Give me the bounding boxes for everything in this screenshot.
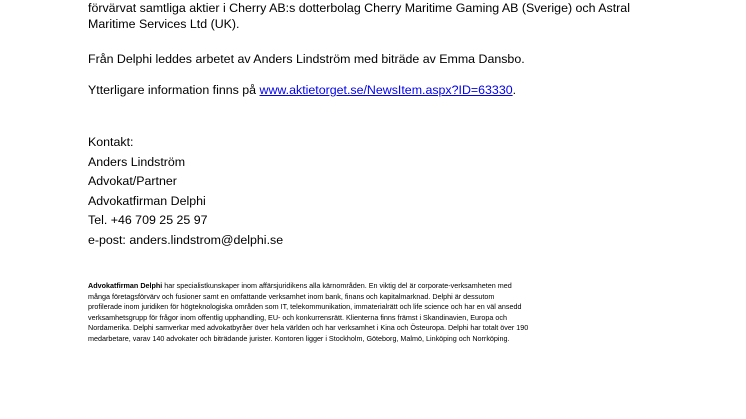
contact-phone: Tel. +46 709 25 25 97	[88, 213, 208, 227]
about-line: profilerade inom juridiken för högteknologiska områden som IT, telekommunikation, immaterialrätt och life science och har en väl ansedd	[88, 302, 522, 312]
about-line: verksamhetsgrupp för frågor inom offentlig upphandling, EU- och konkurrensrätt. Klienterna finns främst i Skandinavien, Europa och	[88, 312, 507, 322]
info-paragraph	[88, 82, 516, 98]
intro-paragraph	[88, 0, 688, 32]
about-line: många företagsförvärv och fusioner samt en omfattande verksamhet inom bank, finans och kapitalmarknad. Delphi är dessutom	[88, 291, 495, 301]
info-suffix: .	[512, 83, 517, 97]
about-first-line-rest: har specialistkunskaper inom affärsjuridikens alla kärnområden. En viktig del är corporate-verksamheten med	[162, 281, 512, 290]
delphi-paragraph: Från Delphi leddes arbetet av Anders Lindström med biträde av Emma Dansbo.	[88, 52, 525, 66]
aktietorget-news-link[interactable]: www.aktietorget.se/NewsItem.aspx?ID=63330	[259, 83, 513, 97]
about-firm-paragraph	[88, 281, 663, 345]
about-line: medarbetare, varav 140 advokater och biträdande jurister. Kontoren ligger i Stockholm, Göteborg, Malmö, Linköping och Norrköping.	[88, 333, 510, 343]
contact-email: e-post: anders.lindstrom@delphi.se	[88, 232, 284, 247]
intro-line: Maritime Services Ltd (UK).	[88, 17, 240, 31]
contact-block	[88, 133, 283, 250]
contact-title: Advokat/Partner	[88, 174, 177, 188]
contact-name: Anders Lindström	[88, 154, 186, 169]
info-prefix: Ytterligare information finns på	[88, 83, 260, 97]
about-line	[88, 281, 663, 292]
contact-heading: Kontakt:	[88, 135, 134, 149]
about-firm-name: Advokatfirman Delphi	[88, 281, 163, 290]
intro-line: förvärvat samtliga aktier i Cherry AB:s dotterbolag Cherry Maritime Gaming AB (Sverige) och Astral	[88, 1, 630, 15]
about-line: Nordamerika. Delphi samverkar med advokatbyråer över hela världen och har verksamhet i Kina och Östeuropa. Delphi har totalt över 190	[88, 323, 529, 333]
contact-firm: Advokatfirman Delphi	[88, 193, 206, 208]
